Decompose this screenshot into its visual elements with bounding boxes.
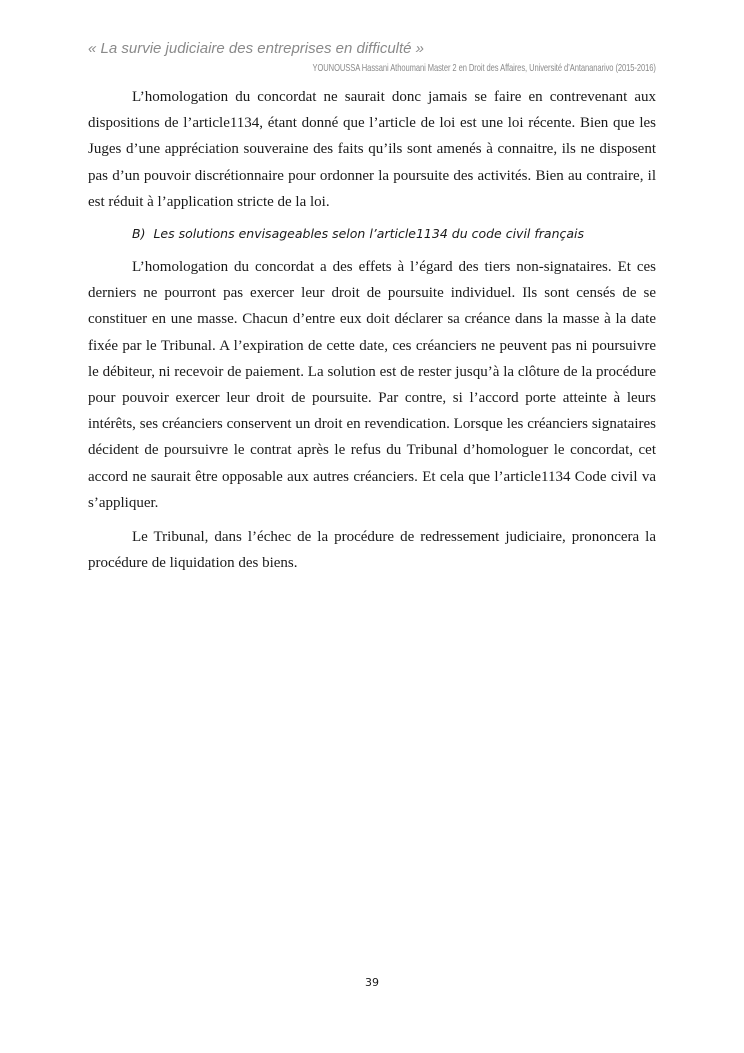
header-title: « La survie judiciaire des entreprises en difficulté » [88,40,425,57]
page-number: 39 [365,976,379,989]
paragraph-effects-third-parties: L’homologation du concordat a des effets à l’égard des tiers non-signataires. Et ces derniers ne pourront pas exercer leur droit de poursuite individuel. Ils sont censés de se constituer en une masse. Chacun d’entre eux doit déclarer sa créance dans la masse à la date fixée par le Tribunal. A l’expiration de cette date, ces créanciers ne peuvent pas ni poursuivre le débiteur, ni recevoir de paiement. La solution est de rester jusqu’à la clôture de la procédure pour pouvoir exercer leur droit de poursuite. Par contre, si l’accord porte atteinte à leurs intérêts, ses créanciers conservent un droit en revendication. Lorsque les créanciers signataires décident de poursuivre le contrat après le refus du Tribunal d’homologuer le concordat, cet accord ne saurait être opposable aux autres créanciers. Et cela que l’article1134 Code civil va s’appliquer. [88,259,656,511]
paragraph-liquidation: Le Tribunal, dans l’échec de la procédure de redressement judiciaire, prononcera la procédure de liquidation des biens. [88,529,656,572]
paragraph-homologation-intro: L’homologation du concordat ne saurait donc jamais se faire en contrevenant aux dispositions de l’article1134, étant donné que l’article de loi est une loi récente. Bien que les Juges d’une appréciation souveraine des faits qu’ils sont amenés à connaitre, ils ne disposent pas d’un pouvoir discrétionnaire pour ordonner la poursuite des activités. Bien au contraire, il est réduit à l’application stricte de la loi. [88,89,656,210]
section-heading [132,224,656,244]
document-body [88,84,656,576]
section-marker: B) [132,226,146,242]
section-title: Les solutions envisageables selon l’article1134 du code civil français [153,226,585,242]
header-subtitle: YOUNOUSSA Hassani Athoumani Master 2 en Droit des Affaires, Université d’Antananarivo (2015-2016) [312,62,656,74]
